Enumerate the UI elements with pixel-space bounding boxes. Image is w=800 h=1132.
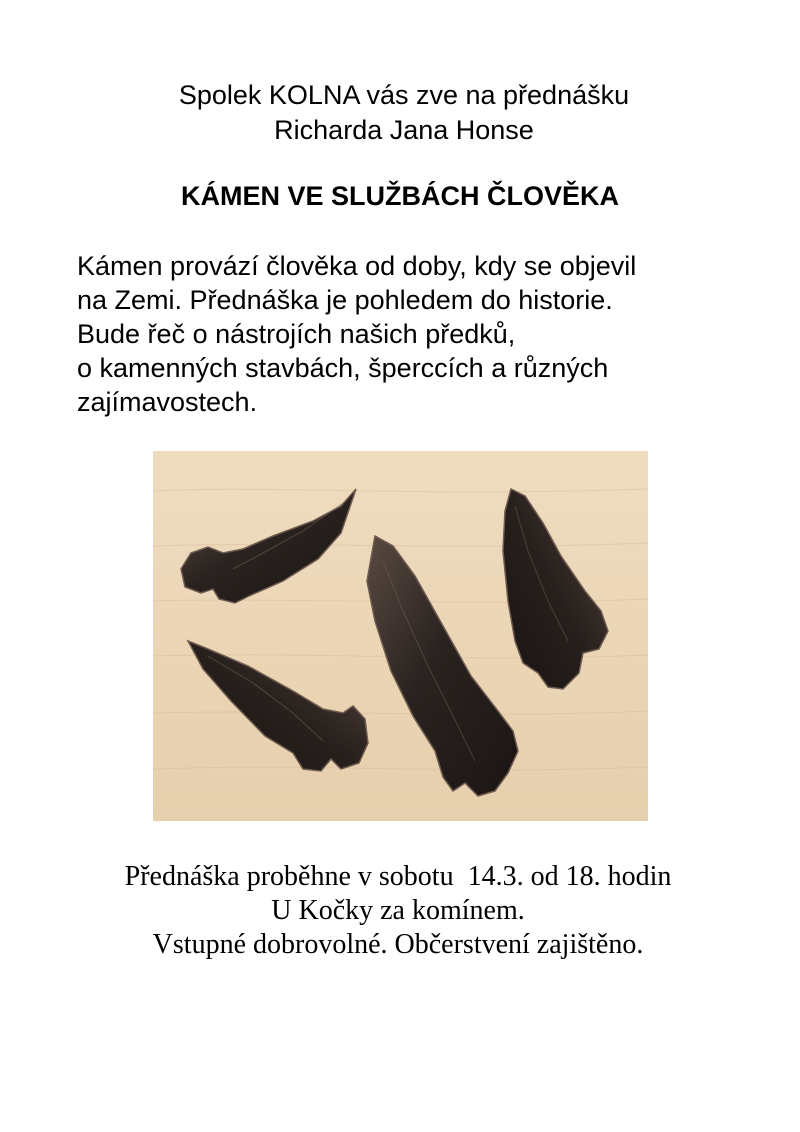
invitation-line-organizer: Spolek KOLNA vás zve na přednášku [178,80,630,110]
description-line: Kámen provází člověka od doby, kdy se objevil [77,251,637,281]
event-details [0,860,796,962]
description-line: na Zemi. Přednáška je pohledem do historie. [77,285,613,315]
event-location: U Kočky za komínem. [271,895,525,926]
invitation-line-speaker: Richarda Jana Honse [274,115,534,145]
invitation-intro [0,78,800,148]
event-admission: Vstupné dobrovolné. Občerstvení zajištěno. [152,929,644,960]
description-line: Bude řeč o nástrojích našich předků, [77,319,516,349]
description-line: zajímavostech. [77,387,258,417]
event-date-time: Přednáška proběhne v sobotu 14.3. od 18. hodin [124,861,672,892]
description-line: o kamenných stavbách, šperccích a různých [77,353,609,383]
lecture-description [77,249,757,419]
arrowheads-photo [153,451,648,821]
lecture-title: KÁMEN VE SLUŽBÁCH ČLOVĚKA [180,181,619,211]
